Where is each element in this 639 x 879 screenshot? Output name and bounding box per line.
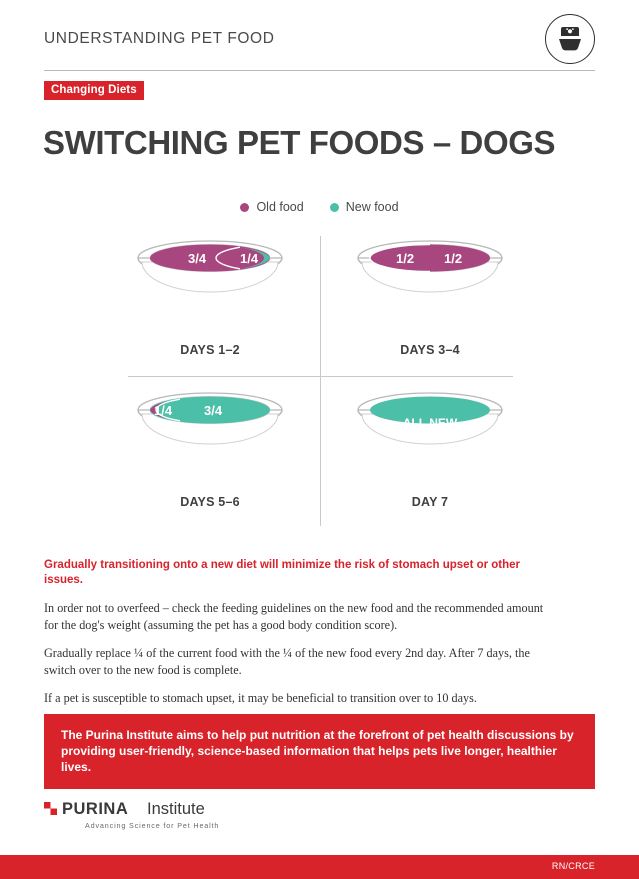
bowl-illustration	[128, 232, 292, 336]
lead-paragraph: Gradually transitioning onto a new diet will minimize the risk of stomach upset or other issues.	[44, 559, 521, 586]
legend-label: New food	[345, 200, 399, 214]
header-divider	[44, 70, 595, 71]
footer-bar	[0, 855, 639, 879]
legend-dot-icon	[240, 203, 249, 212]
bowl-cell-day-7	[320, 384, 540, 509]
bowl-illustration	[128, 384, 292, 488]
body-paragraph-2: Gradually replace ¼ of the current food with the ¼ of the new food every 2nd day. After 7 days, the switch over to the new food is complete.	[44, 646, 530, 677]
bowl-svg	[128, 232, 292, 336]
checkerboard-icon	[44, 802, 57, 815]
bowl-new-fraction: 1/2	[444, 251, 463, 266]
bowl-new-fraction: 3/4	[204, 403, 223, 418]
bowl-cell-days-3-4	[320, 232, 540, 357]
legend-dot-icon	[330, 203, 339, 212]
bowl-svg	[128, 384, 292, 488]
bowl-diagram-grid	[100, 232, 540, 532]
bowl-old-fraction: 1/4	[154, 403, 173, 418]
bowl-cell-days-1-2	[100, 232, 320, 357]
brand-name: PURINA	[62, 800, 129, 818]
brand-logo-badge	[545, 14, 595, 64]
brand-tagline: Advancing Science for Pet Health	[85, 821, 220, 830]
article-title: SWITCHING PET FOODS – DOGS	[43, 124, 556, 161]
body-paragraph-1: In order not to overfeed – check the feeding guidelines on the new food and the recommended amount for the dog's weight (assuming the pet has a good body condition score).	[44, 601, 544, 632]
footer-code: RN/CRCE	[551, 861, 595, 871]
bowl-caption: DAYS 5–6	[180, 495, 240, 509]
bowl-all-new-label: ALL NEW FOOD	[402, 416, 458, 444]
category-tag: Changing Diets	[44, 81, 144, 100]
page-header	[44, 14, 595, 66]
legend-item-new-food	[330, 200, 399, 214]
bowl-caption: DAY 7	[411, 495, 449, 509]
legend-item-old-food	[240, 200, 303, 214]
bowl-old-fraction: 3/4	[188, 251, 207, 266]
legend-label: Old food	[256, 200, 304, 214]
pet-bowl-icon	[557, 25, 583, 53]
bowl-new-fraction: 1/4	[240, 251, 259, 266]
grid-horizontal-divider	[128, 376, 513, 377]
purina-institute-logo	[44, 800, 304, 840]
bowl-illustration	[348, 232, 512, 336]
body-paragraph-3: If a pet is susceptible to stomach upset, it may be beneficial to transition over to 10 days.	[44, 691, 477, 705]
bowl-illustration	[348, 384, 512, 488]
body-copy	[44, 558, 556, 719]
page-title: UNDERSTANDING PET FOOD	[44, 30, 275, 47]
bowl-svg	[348, 232, 512, 336]
bowl-cell-days-5-6	[100, 384, 320, 509]
bowl-caption: DAYS 1–2	[180, 343, 240, 357]
bowl-caption: DAYS 3–4	[400, 343, 460, 357]
bowl-old-fraction: 1/2	[396, 251, 415, 266]
brand-subname: Institute	[147, 800, 205, 818]
mission-callout: The Purina Institute aims to help put nutrition at the forefront of pet health discussions by providing user-friendly, science-based information that helps pets live longer, healthier lives.	[44, 714, 595, 789]
chart-legend	[0, 200, 639, 214]
